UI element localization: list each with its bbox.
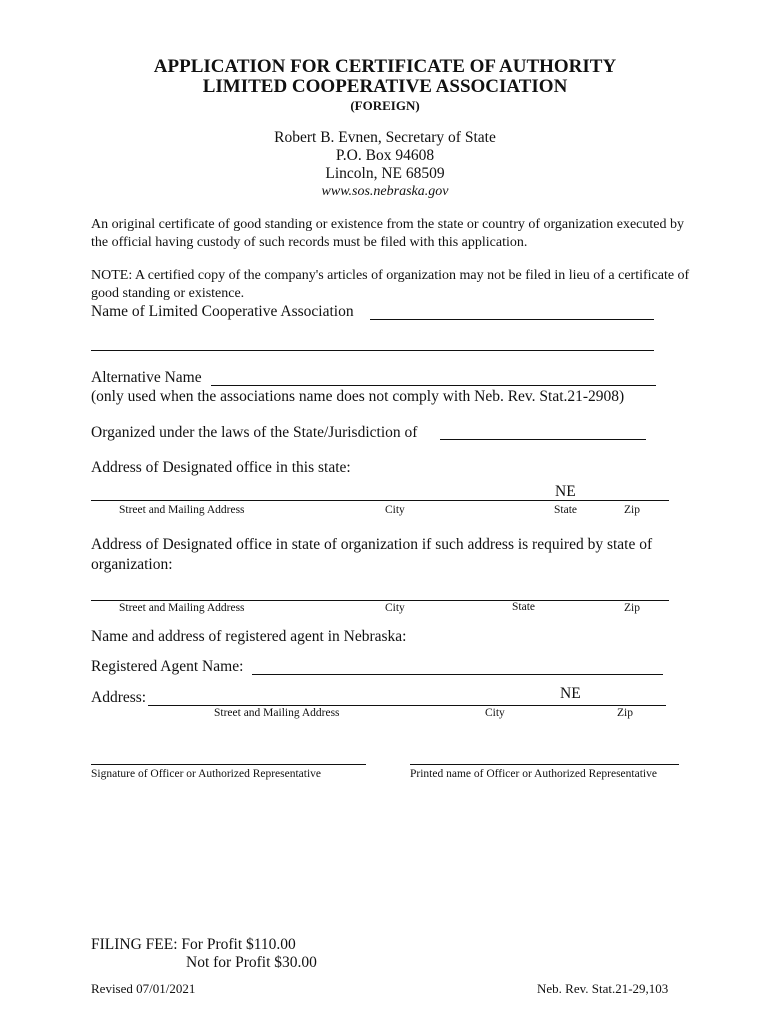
caption-state: State (512, 601, 535, 613)
instructions-paragraph: An original certificate of good standing or existence from the state or country of organization executed by the official having custody of such records must be filed with this application. (91, 217, 684, 250)
caption-street: Street and Mailing Address (119, 504, 245, 516)
caption-zip: Zip (617, 707, 633, 719)
officer-signature-underline (91, 764, 366, 765)
agent-section-label: Name and address of registered agent in Nebraska: (91, 628, 407, 645)
form-title-line1: APPLICATION FOR CERTIFICATE OF AUTHORITY (153, 56, 617, 77)
caption-city: City (385, 602, 405, 614)
org-office-label: Address of Designated office in state of organization if such address is required by state of organization: (91, 536, 653, 573)
agent-name-underline (252, 674, 663, 675)
caption-city: City (385, 504, 405, 516)
footer-revised-date: Revised 07/01/2021 (91, 981, 196, 996)
printed-name-underline (410, 764, 679, 765)
agent-name-field[interactable] (252, 655, 663, 675)
printed-name-field[interactable] (410, 744, 679, 764)
instructions-note: NOTE: A certified copy of the company's articles of organization may not be filed in lieu of a certificate of good standing or existence. (91, 268, 690, 301)
office-website-link[interactable]: www.sos.nebraska.gov (321, 184, 449, 199)
org-office-address-field[interactable] (91, 580, 669, 600)
alt-name-label: Alternative Name (91, 369, 202, 386)
form-title-line2: LIMITED COOPERATIVE ASSOCIATION (202, 76, 568, 97)
designated-office-state-value: NE (555, 483, 576, 500)
lca-name-field[interactable] (370, 300, 654, 320)
lca-name-underline (370, 319, 654, 320)
designated-office-label: Address of Designated office in this state: (91, 459, 351, 476)
officer-signature-field[interactable] (91, 744, 366, 764)
alt-name-field[interactable] (211, 366, 656, 386)
filing-fee-for-profit: FILING FEE: For Profit $110.00 (91, 936, 296, 953)
caption-state: State (554, 504, 577, 516)
officer-signature-caption: Signature of Officer or Authorized Representative (91, 768, 322, 780)
caption-street: Street and Mailing Address (214, 707, 340, 719)
agent-address-label: Address: (91, 689, 147, 706)
office-city-state-zip: Lincoln, NE 68509 (325, 165, 445, 182)
alt-name-underline (211, 385, 656, 386)
caption-zip: Zip (624, 504, 640, 516)
agent-name-label: Registered Agent Name: (91, 658, 244, 675)
caption-street: Street and Mailing Address (119, 602, 245, 614)
agent-address-field[interactable] (148, 686, 666, 706)
jurisdiction-field[interactable] (440, 421, 646, 441)
form-subtitle: (FOREIGN) (350, 98, 420, 113)
org-office-underline (91, 600, 669, 601)
office-po-box: P.O. Box 94608 (335, 147, 435, 164)
agent-address-underline (148, 705, 666, 706)
lca-name-label: Name of Limited Cooperative Association (91, 303, 354, 320)
lca-name-field-line2[interactable] (91, 331, 654, 351)
designated-office-address-field[interactable] (91, 481, 669, 501)
printed-name-caption: Printed name of Officer or Authorized Representative (410, 768, 657, 780)
office-name: Robert B. Evnen, Secretary of State (274, 129, 496, 146)
alt-name-note: (only used when the associations name does not comply with Neb. Rev. Stat.21-2908) (91, 388, 625, 405)
jurisdiction-label: Organized under the laws of the State/Jurisdiction of (91, 424, 418, 441)
lca-name-underline-2 (91, 350, 654, 351)
footer-statute: Neb. Rev. Stat.21-29,103 (537, 981, 669, 996)
filing-fee-not-for-profit: Not for Profit $30.00 (186, 954, 317, 971)
caption-zip: Zip (624, 602, 640, 614)
designated-office-underline (91, 500, 669, 501)
jurisdiction-underline (440, 439, 646, 440)
caption-city: City (485, 707, 505, 719)
agent-state-value: NE (560, 685, 581, 702)
